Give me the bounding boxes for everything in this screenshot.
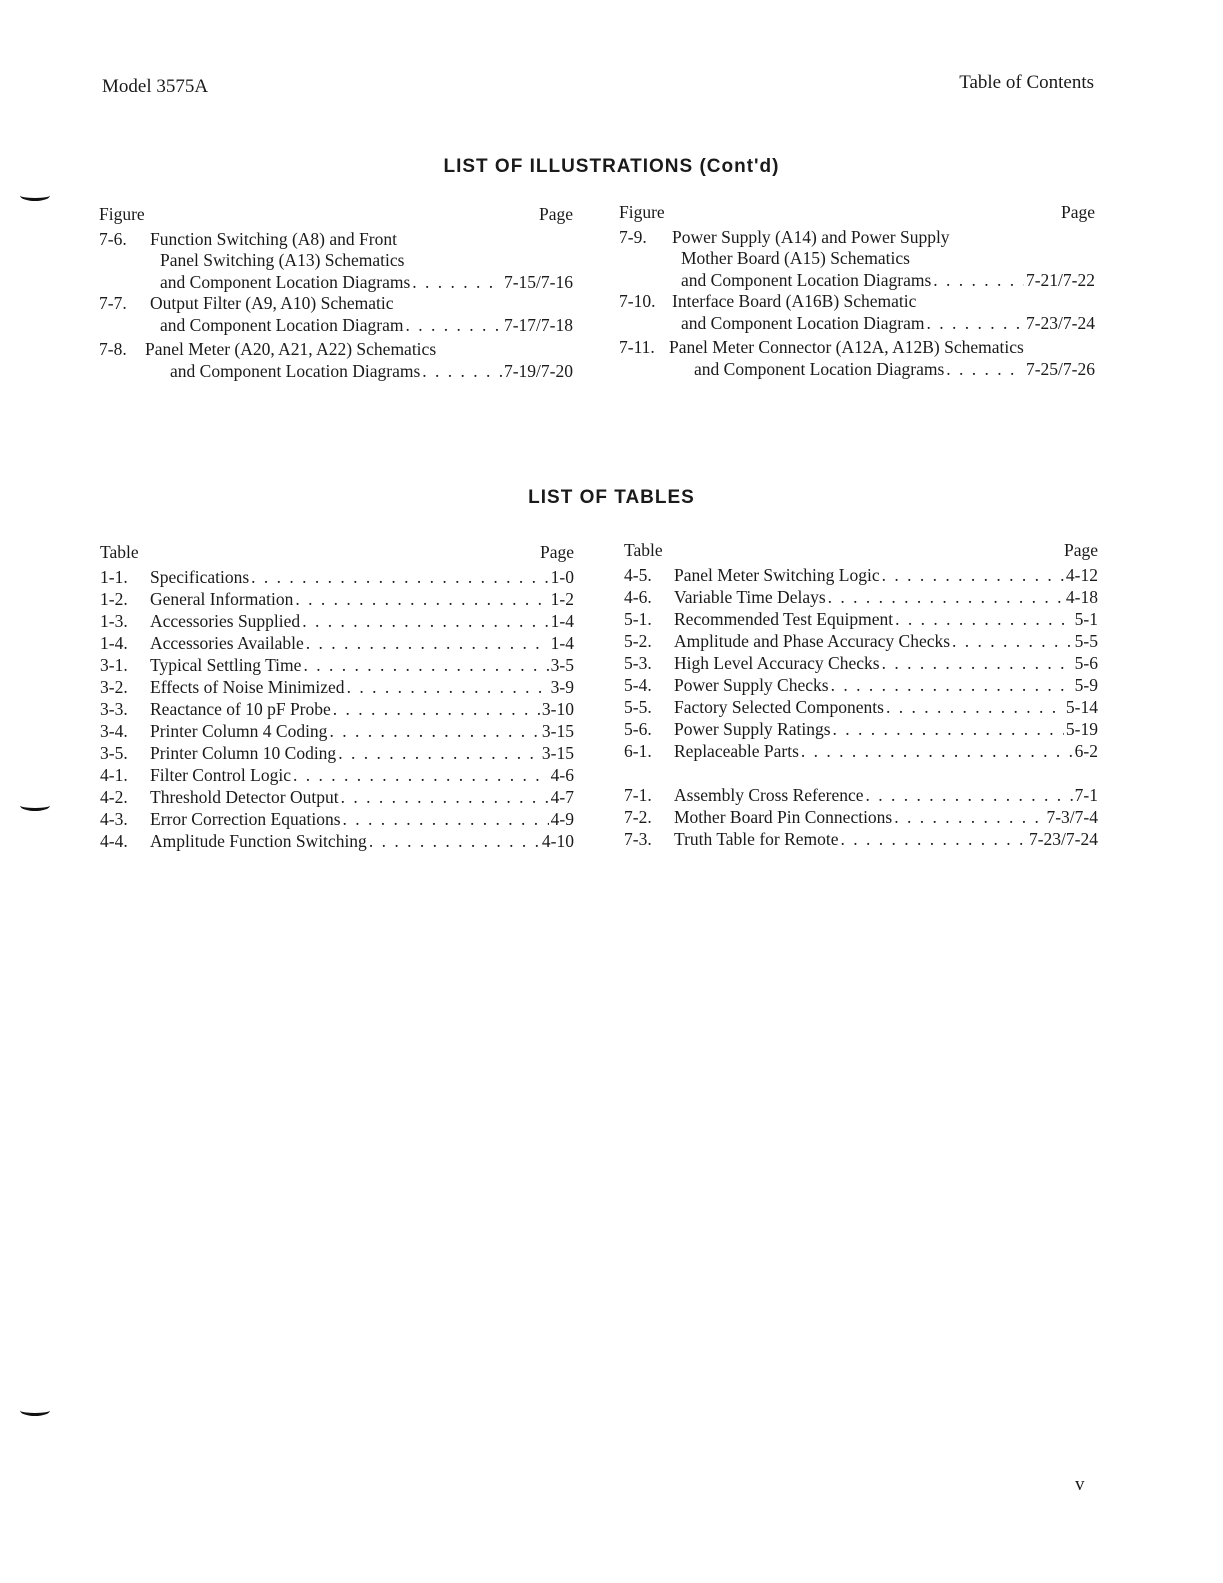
page-label: Page bbox=[539, 542, 574, 562]
table-entry bbox=[624, 807, 1098, 829]
table-entry bbox=[100, 633, 574, 655]
table-page: 1-2 bbox=[550, 588, 574, 609]
figure-number: 7-9. bbox=[619, 226, 647, 247]
figure-title: and Component Location Diagrams bbox=[160, 271, 411, 292]
table-entry bbox=[100, 655, 574, 677]
tables-right-colhead bbox=[624, 540, 1098, 562]
table-title: Factory Selected Components bbox=[674, 696, 884, 717]
table-entry bbox=[100, 567, 574, 589]
table-title: Effects of Noise Minimized bbox=[150, 676, 345, 697]
leader-dots bbox=[866, 785, 1073, 807]
leader-dots bbox=[882, 653, 1073, 675]
table-number: 3-3. bbox=[100, 698, 128, 719]
leader-dots bbox=[926, 313, 1023, 335]
figure-title: and Component Location Diagram bbox=[160, 314, 404, 335]
table-number: 5-1. bbox=[624, 608, 652, 629]
table-page: 3-15 bbox=[541, 720, 574, 741]
table-number: 1-4. bbox=[100, 632, 128, 653]
table-title: Error Correction Equations bbox=[150, 808, 341, 829]
table-number: 1-1. bbox=[100, 566, 128, 587]
table-page: 7-1 bbox=[1074, 784, 1098, 805]
table-entry bbox=[624, 565, 1098, 587]
figure-page: 7-23/7-24 bbox=[1025, 312, 1095, 333]
table-title: Reactance of 10 pF Probe bbox=[150, 698, 331, 719]
table-number: 4-6. bbox=[624, 586, 652, 607]
table-entry bbox=[624, 719, 1098, 741]
figure-title: and Component Location Diagram bbox=[681, 312, 925, 333]
table-title: Amplitude Function Switching bbox=[150, 830, 367, 851]
leader-dots bbox=[295, 589, 548, 611]
figure-title: Mother Board (A15) Schematics bbox=[681, 248, 910, 268]
figure-page: 7-15/7-16 bbox=[503, 271, 573, 292]
leader-dots bbox=[422, 361, 502, 383]
table-page: 6-2 bbox=[1074, 740, 1098, 761]
figure-page: 7-17/7-18 bbox=[503, 314, 573, 335]
page-label: Page bbox=[538, 204, 573, 224]
leader-dots bbox=[894, 807, 1044, 829]
figure-page: 7-21/7-22 bbox=[1025, 269, 1095, 290]
table-page: 5-14 bbox=[1065, 696, 1098, 717]
leader-dots bbox=[293, 765, 549, 787]
figure-number: 7-8. bbox=[99, 339, 127, 359]
leader-dots bbox=[831, 675, 1073, 697]
table-title: General Information bbox=[150, 588, 294, 609]
table-page: 1-0 bbox=[550, 566, 574, 587]
table-entry bbox=[624, 609, 1098, 631]
figure-label: Figure bbox=[99, 204, 145, 224]
illustration-entry bbox=[99, 229, 573, 294]
table-number: 4-5. bbox=[624, 564, 652, 585]
leader-dots bbox=[306, 633, 549, 655]
illustration-entry bbox=[99, 339, 573, 382]
table-title: Accessories Supplied bbox=[150, 610, 301, 631]
figure-title: Panel Meter Connector (A12A, A12B) Schematics bbox=[669, 337, 1024, 357]
leader-dots bbox=[828, 587, 1064, 609]
figure-page: 7-25/7-26 bbox=[1025, 358, 1095, 379]
figure-page: 7-19/7-20 bbox=[503, 360, 573, 381]
table-page: 1-4 bbox=[550, 610, 574, 631]
table-label: Table bbox=[100, 542, 139, 562]
tables-left-column bbox=[100, 542, 574, 853]
tables-right-list-2 bbox=[624, 785, 1098, 851]
table-title: Printer Column 10 Coding bbox=[150, 742, 337, 763]
figure-label: Figure bbox=[619, 202, 665, 222]
table-entry bbox=[624, 631, 1098, 653]
table-page: 1-4 bbox=[550, 632, 574, 653]
table-page: 4-6 bbox=[550, 764, 574, 785]
figure-title: and Component Location Diagrams bbox=[694, 358, 945, 379]
tables-left-colhead bbox=[100, 542, 574, 564]
leader-dots bbox=[882, 565, 1064, 587]
table-entry bbox=[100, 589, 574, 611]
page-number: v bbox=[1075, 1474, 1085, 1495]
table-page: 3-9 bbox=[550, 676, 574, 697]
table-title: Power Supply Ratings bbox=[674, 718, 831, 739]
tables-left-list bbox=[100, 567, 574, 853]
table-entry bbox=[100, 677, 574, 699]
table-entry bbox=[624, 653, 1098, 675]
figure-title: Panel Meter (A20, A21, A22) Schematics bbox=[145, 339, 437, 359]
table-page: 4-12 bbox=[1065, 564, 1098, 585]
leader-dots bbox=[251, 567, 549, 589]
figure-title: Output Filter (A9, A10) Schematic bbox=[150, 293, 394, 313]
table-number: 5-6. bbox=[624, 718, 652, 739]
table-entry bbox=[624, 829, 1098, 851]
table-entry bbox=[100, 721, 574, 743]
table-page: 7-3/7-4 bbox=[1046, 806, 1098, 827]
illustration-entry bbox=[619, 337, 1095, 380]
table-title: Panel Meter Switching Logic bbox=[674, 564, 880, 585]
leader-dots bbox=[833, 719, 1064, 741]
figure-title: Function Switching (A8) and Front bbox=[150, 228, 397, 249]
margin-mark-bottom bbox=[20, 1405, 50, 1416]
leader-dots bbox=[841, 829, 1027, 851]
illustrations-heading: LIST OF ILLUSTRATIONS (Cont'd) bbox=[443, 156, 780, 177]
table-number: 7-2. bbox=[624, 806, 652, 827]
table-page: 3-10 bbox=[541, 698, 574, 719]
leader-dots bbox=[801, 741, 1073, 763]
table-number: 4-1. bbox=[100, 764, 128, 785]
leader-dots bbox=[341, 787, 549, 809]
table-number: 6-1. bbox=[624, 740, 652, 761]
table-page: 4-10 bbox=[541, 830, 574, 851]
table-number: 7-1. bbox=[624, 784, 652, 805]
leader-dots bbox=[303, 655, 548, 677]
table-page: 5-6 bbox=[1074, 652, 1098, 673]
leader-dots bbox=[343, 809, 549, 831]
table-number: 4-2. bbox=[100, 786, 128, 807]
margin-mark-middle bbox=[20, 800, 50, 811]
tables-right-list bbox=[624, 565, 1098, 763]
leader-dots bbox=[347, 677, 549, 699]
leader-dots bbox=[329, 721, 539, 743]
leader-dots bbox=[952, 631, 1073, 653]
illustrations-left-column bbox=[99, 204, 573, 382]
table-number: 5-2. bbox=[624, 630, 652, 651]
figure-title: Power Supply (A14) and Power Supply bbox=[672, 226, 950, 247]
table-label: Table bbox=[624, 540, 663, 560]
leader-dots bbox=[933, 270, 1024, 292]
table-entry bbox=[624, 675, 1098, 697]
page-label: Page bbox=[1060, 202, 1095, 222]
figure-title: and Component Location Diagrams bbox=[170, 360, 421, 381]
table-title: Specifications bbox=[150, 566, 250, 587]
table-title: Printer Column 4 Coding bbox=[150, 720, 328, 741]
figure-title: and Component Location Diagrams bbox=[681, 269, 932, 290]
leader-dots bbox=[302, 611, 548, 633]
table-page: 4-9 bbox=[550, 808, 574, 829]
figure-number: 7-10. bbox=[619, 291, 656, 311]
table-page: 5-19 bbox=[1065, 718, 1098, 739]
table-page: 4-18 bbox=[1065, 586, 1098, 607]
table-page: 7-23/7-24 bbox=[1028, 828, 1098, 849]
table-number: 5-4. bbox=[624, 674, 652, 695]
table-entry bbox=[100, 831, 574, 853]
table-entry bbox=[624, 785, 1098, 807]
tables-right-column bbox=[624, 540, 1098, 851]
table-number: 3-1. bbox=[100, 654, 128, 675]
illustrations-left-colhead bbox=[99, 204, 573, 226]
figure-number: 7-6. bbox=[99, 228, 127, 249]
table-entry bbox=[100, 765, 574, 787]
table-page: 5-5 bbox=[1074, 630, 1098, 651]
table-title: High Level Accuracy Checks bbox=[674, 652, 880, 673]
table-entry bbox=[624, 587, 1098, 609]
table-number: 3-2. bbox=[100, 676, 128, 697]
illustration-entry bbox=[99, 293, 573, 336]
table-number: 1-3. bbox=[100, 610, 128, 631]
illustration-entry bbox=[619, 227, 1095, 292]
figure-title: Panel Switching (A13) Schematics bbox=[160, 250, 405, 270]
tables-heading: LIST OF TABLES bbox=[528, 487, 695, 508]
table-entry bbox=[100, 611, 574, 633]
illustrations-right-column bbox=[619, 202, 1095, 380]
leader-dots bbox=[895, 609, 1073, 631]
table-title: Variable Time Delays bbox=[674, 586, 826, 607]
table-title: Mother Board Pin Connections bbox=[674, 806, 893, 827]
table-entry bbox=[100, 743, 574, 765]
table-number: 5-5. bbox=[624, 696, 652, 717]
table-title: Amplitude and Phase Accuracy Checks bbox=[674, 630, 951, 651]
table-entry bbox=[624, 697, 1098, 719]
leader-dots bbox=[369, 831, 540, 853]
table-title: Filter Control Logic bbox=[150, 764, 291, 785]
table-entry bbox=[624, 741, 1098, 763]
table-entry bbox=[100, 787, 574, 809]
table-page: 5-1 bbox=[1074, 608, 1098, 629]
table-number: 3-5. bbox=[100, 742, 128, 763]
table-title: Typical Settling Time bbox=[150, 654, 302, 675]
table-title: Truth Table for Remote bbox=[674, 828, 839, 849]
model-header: Model 3575A bbox=[102, 76, 209, 97]
table-title: Threshold Detector Output bbox=[150, 786, 339, 807]
page-label: Page bbox=[1063, 540, 1098, 560]
figure-number: 7-7. bbox=[99, 293, 127, 313]
table-entry bbox=[100, 699, 574, 721]
figure-title: Interface Board (A16B) Schematic bbox=[672, 291, 917, 311]
table-entry bbox=[100, 809, 574, 831]
table-title: Assembly Cross Reference bbox=[674, 784, 864, 805]
leader-dots bbox=[405, 315, 501, 337]
figure-number: 7-11. bbox=[619, 337, 655, 357]
table-page: 3-5 bbox=[550, 654, 574, 675]
leader-dots bbox=[333, 699, 540, 721]
illustration-entry bbox=[619, 291, 1095, 334]
table-number: 3-4. bbox=[100, 720, 128, 741]
table-number: 5-3. bbox=[624, 652, 652, 673]
leader-dots bbox=[946, 359, 1024, 381]
table-title: Power Supply Checks bbox=[674, 674, 829, 695]
table-page: 5-9 bbox=[1074, 674, 1098, 695]
illustrations-right-colhead bbox=[619, 202, 1095, 224]
leader-dots bbox=[338, 743, 540, 765]
table-title: Accessories Available bbox=[150, 632, 304, 653]
table-page: 4-7 bbox=[550, 786, 574, 807]
table-page: 3-15 bbox=[541, 742, 574, 763]
leader-dots bbox=[412, 272, 502, 294]
table-title: Recommended Test Equipment bbox=[674, 608, 894, 629]
table-number: 4-3. bbox=[100, 808, 128, 829]
table-number: 1-2. bbox=[100, 588, 128, 609]
margin-mark-top bbox=[20, 190, 50, 201]
section-header: Table of Contents bbox=[959, 72, 1094, 93]
table-number: 4-4. bbox=[100, 830, 128, 851]
table-title: Replaceable Parts bbox=[674, 740, 799, 761]
leader-dots bbox=[886, 697, 1064, 719]
table-number: 7-3. bbox=[624, 828, 652, 849]
